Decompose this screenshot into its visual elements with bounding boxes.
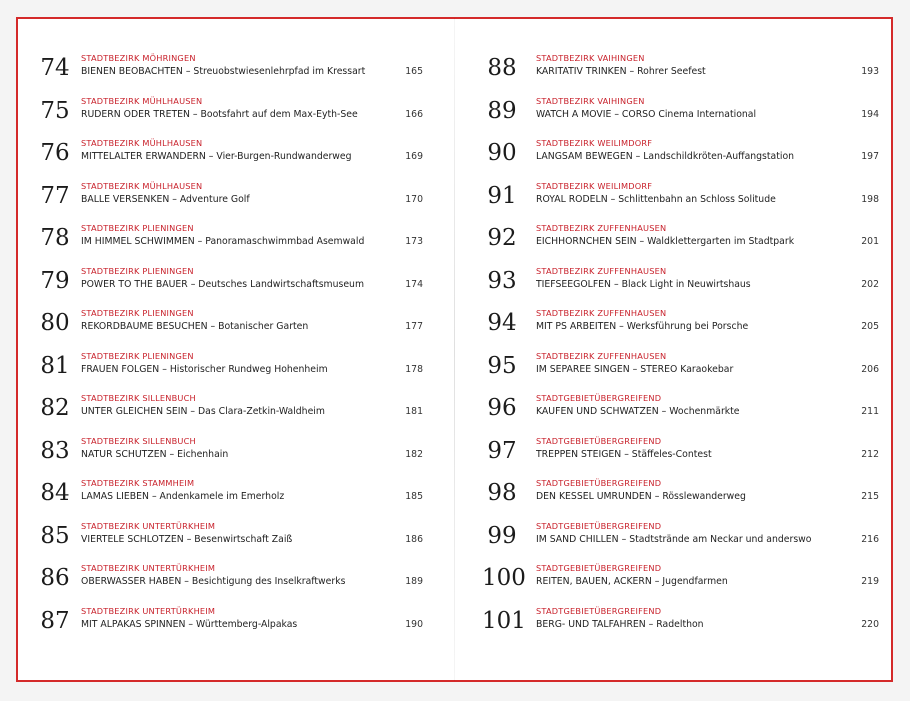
entry-title: MIT ALPAKAS SPINNEN – Württemberg-Alpakas bbox=[81, 618, 298, 630]
entry-district: STADTBEZIRK WEILIMDORF bbox=[536, 138, 653, 148]
entry-number: 83 bbox=[40, 437, 70, 464]
entry-page-number: 170 bbox=[405, 193, 423, 205]
entry-number: 101 bbox=[482, 607, 526, 634]
entry-title: KAUFEN UND SCHWÄTZEN – Wochenmärkte bbox=[536, 406, 740, 417]
entry-district: STADTGEBIETÜBERGREIFEND bbox=[536, 435, 662, 446]
entry-number: 79 bbox=[40, 267, 70, 294]
entry-number: 96 bbox=[487, 395, 517, 421]
entry-number: 99 bbox=[487, 522, 517, 549]
entry-district: STADTGEBIETÜBERGREIFEND bbox=[536, 393, 662, 403]
entry-number: 94 bbox=[487, 310, 517, 336]
toc-entry[interactable] bbox=[38, 518, 438, 561]
entry-district: STADTBEZIRK ZUFFENHAUSEN bbox=[536, 265, 667, 276]
entry-number: 80 bbox=[40, 310, 70, 336]
toc-entry[interactable] bbox=[38, 50, 438, 93]
toc-entry[interactable] bbox=[483, 50, 883, 93]
entry-title: ROYAL RODELN – Schlittenbahn an Schloss Solitude bbox=[536, 193, 776, 205]
entry-title: IM SEPAREE SINGEN – STEREO Karaokebar bbox=[536, 363, 734, 375]
entry-title: REKORDBÄUME BESUCHEN – Botanischer Garten bbox=[81, 321, 309, 332]
entry-page-number: 206 bbox=[861, 363, 879, 375]
entry-page-number: 202 bbox=[861, 278, 879, 290]
entry-number: 89 bbox=[487, 97, 517, 124]
entry-title: IM SAND CHILLEN – Stadtstrände am Neckar und anderswo bbox=[536, 533, 812, 545]
toc-entry[interactable] bbox=[38, 263, 438, 306]
entry-number: 78 bbox=[40, 225, 70, 251]
entry-district: STADTBEZIRK ZUFFENHAUSEN bbox=[536, 308, 667, 318]
entry-page-number: 197 bbox=[861, 151, 879, 162]
entry-number: 75 bbox=[40, 97, 70, 124]
entry-number: 87 bbox=[40, 607, 70, 634]
entry-page-number: 216 bbox=[861, 533, 879, 545]
entry-title: EICHHÖRNCHEN SEIN – Waldklettergarten im Stadtpark bbox=[536, 236, 795, 247]
entry-number: 77 bbox=[40, 182, 70, 209]
entry-page-number: 194 bbox=[861, 108, 879, 120]
entry-district: STADTBEZIRK MÖHRINGEN bbox=[81, 53, 196, 63]
entry-page-number: 174 bbox=[405, 278, 423, 290]
entry-title: REITEN, BAUEN, ACKERN – Jugendfarmen bbox=[536, 576, 728, 587]
toc-entry[interactable] bbox=[483, 475, 883, 518]
toc-entry[interactable] bbox=[483, 603, 883, 646]
entry-number: 85 bbox=[40, 522, 70, 549]
entry-page-number: 193 bbox=[861, 66, 879, 77]
entry-district: STADTBEZIRK VAIHINGEN bbox=[536, 95, 645, 106]
toc-entry[interactable] bbox=[483, 135, 883, 178]
entry-title: BERG- UND TALFAHREN – Radelthon bbox=[536, 618, 704, 630]
entry-district: STADTBEZIRK MÜHLHAUSEN bbox=[81, 180, 203, 191]
entry-page-number: 201 bbox=[861, 236, 879, 247]
entry-district: STADTBEZIRK UNTERTÜRKHEIM bbox=[81, 605, 216, 616]
entry-district: STADTBEZIRK PLIENINGEN bbox=[81, 265, 194, 276]
entry-district: STADTBEZIRK SILLENBUCH bbox=[81, 393, 196, 403]
entry-title: TREPPEN STEIGEN – Stäffeles-Contest bbox=[536, 448, 712, 460]
entry-number: 95 bbox=[487, 352, 517, 379]
entry-page-number: 185 bbox=[405, 491, 423, 502]
toc-entry[interactable] bbox=[483, 178, 883, 221]
toc-entry[interactable] bbox=[38, 135, 438, 178]
toc-entry[interactable] bbox=[483, 433, 883, 476]
entry-number: 82 bbox=[40, 395, 70, 421]
toc-entry[interactable] bbox=[38, 560, 438, 603]
entry-title: MITTELALTER ERWANDERN – Vier-Burgen-Rundwanderweg bbox=[81, 151, 352, 162]
entry-title: KARITATIV TRINKEN – Rohrer Seefest bbox=[536, 66, 706, 77]
toc-entry[interactable] bbox=[483, 263, 883, 306]
entry-page-number: 186 bbox=[405, 533, 423, 545]
entry-title: FRAUEN FOLGEN – Historischer Rundweg Hohenheim bbox=[81, 363, 328, 375]
entry-district: STADTBEZIRK ZUFFENHAUSEN bbox=[536, 350, 667, 361]
toc-entry[interactable] bbox=[38, 348, 438, 391]
entry-number: 91 bbox=[487, 182, 517, 209]
toc-entry[interactable] bbox=[483, 348, 883, 391]
entry-title: RUDERN ODER TRETEN – Bootsfahrt auf dem Max-Eyth-See bbox=[81, 108, 358, 120]
entry-district: STADTBEZIRK VAIHINGEN bbox=[536, 53, 645, 63]
entry-title: TIEFSEEGOLFEN – Black Light in Neuwirtshaus bbox=[536, 278, 751, 290]
toc-entry[interactable] bbox=[483, 560, 883, 603]
entry-title: LAMAS LIEBEN – Andenkamele im Emerholz bbox=[81, 491, 285, 502]
entry-page-number: 219 bbox=[861, 576, 879, 587]
toc-left-column bbox=[38, 50, 438, 645]
entry-title: NATUR SCHÜTZEN – Eichenhain bbox=[81, 448, 229, 460]
entry-title: DEN KESSEL UMRUNDEN – Rösslewanderweg bbox=[536, 491, 746, 502]
entry-title: BÄLLE VERSENKEN – Adventure Golf bbox=[81, 193, 250, 205]
toc-entry[interactable] bbox=[38, 603, 438, 646]
entry-page-number: 181 bbox=[405, 406, 423, 417]
entry-district: STADTBEZIRK UNTERTÜRKHEIM bbox=[81, 563, 216, 573]
entry-title: VIERTELE SCHLOTZEN – Besenwirtschaft Zaiß bbox=[81, 533, 293, 545]
toc-entry[interactable] bbox=[38, 433, 438, 476]
entry-page-number: 177 bbox=[405, 321, 423, 332]
entry-title: LANGSAM BEWEGEN – Landschildkröten-Auffangstation bbox=[536, 151, 795, 162]
toc-entry[interactable] bbox=[483, 518, 883, 561]
toc-right-column bbox=[483, 50, 883, 645]
entry-district: STADTBEZIRK PLIENINGEN bbox=[81, 308, 194, 318]
entry-number: 92 bbox=[487, 225, 517, 251]
entry-number: 100 bbox=[482, 565, 526, 591]
entry-number: 74 bbox=[40, 55, 70, 81]
entry-page-number: 166 bbox=[405, 108, 423, 120]
entry-district: STADTBEZIRK ZUFFENHAUSEN bbox=[536, 223, 667, 233]
entry-title: MIT PS ARBEITEN – Werksführung bei Porsche bbox=[536, 321, 749, 332]
entry-title: BIENEN BEOBACHTEN – Streuobstwiesenlehrpfad im Kressart bbox=[81, 66, 366, 77]
entry-number: 88 bbox=[487, 55, 517, 81]
entry-district: STADTBEZIRK PLIENINGEN bbox=[81, 223, 194, 233]
entry-number: 76 bbox=[40, 140, 70, 166]
toc-entry[interactable] bbox=[38, 305, 438, 348]
entry-number: 97 bbox=[487, 437, 517, 464]
entry-page-number: 165 bbox=[405, 66, 423, 77]
entry-page-number: 178 bbox=[405, 363, 423, 375]
entry-district: STADTBEZIRK SILLENBUCH bbox=[81, 435, 196, 446]
entry-title: IM HIMMEL SCHWIMMEN – Panoramaschwimmbad Asemwald bbox=[81, 236, 365, 247]
entry-page-number: 169 bbox=[405, 151, 423, 162]
entry-number: 86 bbox=[40, 565, 70, 591]
toc-entry[interactable] bbox=[483, 93, 883, 136]
entry-district: STADTBEZIRK UNTERTÜRKHEIM bbox=[81, 520, 216, 531]
entry-number: 93 bbox=[487, 267, 517, 294]
entry-title: OBERWASSER HABEN – Besichtigung des Inselkraftwerks bbox=[81, 576, 346, 587]
entry-district: STADTBEZIRK WEILIMDORF bbox=[536, 180, 653, 191]
toc-entry[interactable] bbox=[38, 93, 438, 136]
toc-entry[interactable] bbox=[38, 475, 438, 518]
entry-page-number: 173 bbox=[405, 236, 423, 247]
entry-number: 90 bbox=[487, 140, 517, 166]
entry-page-number: 189 bbox=[405, 576, 423, 587]
entry-district: STADTBEZIRK STAMMHEIM bbox=[81, 478, 195, 488]
entry-page-number: 220 bbox=[861, 618, 879, 630]
entry-number: 98 bbox=[487, 480, 517, 506]
entry-page-number: 190 bbox=[405, 618, 423, 630]
entry-title: WATCH A MOVIE – CORSO Cinema International bbox=[536, 108, 757, 120]
entry-title: POWER TO THE BAUER – Deutsches Landwirtschaftsmuseum bbox=[81, 278, 365, 290]
toc-entry[interactable] bbox=[483, 305, 883, 348]
toc-entry[interactable] bbox=[483, 390, 883, 433]
entry-district: STADTBEZIRK PLIENINGEN bbox=[81, 350, 194, 361]
entry-title: UNTER GLEICHEN SEIN – Das Clara-Zetkin-Waldheim bbox=[81, 406, 325, 417]
entry-district: STADTBEZIRK MÜHLHAUSEN bbox=[81, 138, 203, 148]
entry-district: STADTGEBIETÜBERGREIFEND bbox=[536, 478, 662, 488]
page-fold-divider bbox=[454, 18, 455, 681]
toc-entry[interactable] bbox=[38, 390, 438, 433]
entry-number: 84 bbox=[40, 480, 70, 506]
toc-entry[interactable] bbox=[38, 178, 438, 221]
toc-entry[interactable] bbox=[38, 220, 438, 263]
entry-page-number: 212 bbox=[861, 448, 879, 460]
entry-page-number: 198 bbox=[861, 193, 879, 205]
entry-page-number: 182 bbox=[405, 448, 423, 460]
entry-district: STADTGEBIETÜBERGREIFEND bbox=[536, 520, 662, 531]
entry-district: STADTGEBIETÜBERGREIFEND bbox=[536, 605, 662, 616]
entry-number: 81 bbox=[40, 352, 70, 379]
entry-page-number: 205 bbox=[861, 321, 879, 332]
entry-page-number: 211 bbox=[861, 406, 879, 417]
entry-district: STADTGEBIETÜBERGREIFEND bbox=[536, 563, 662, 573]
entry-page-number: 215 bbox=[861, 491, 879, 502]
entry-district: STADTBEZIRK MÜHLHAUSEN bbox=[81, 95, 203, 106]
toc-entry[interactable] bbox=[483, 220, 883, 263]
